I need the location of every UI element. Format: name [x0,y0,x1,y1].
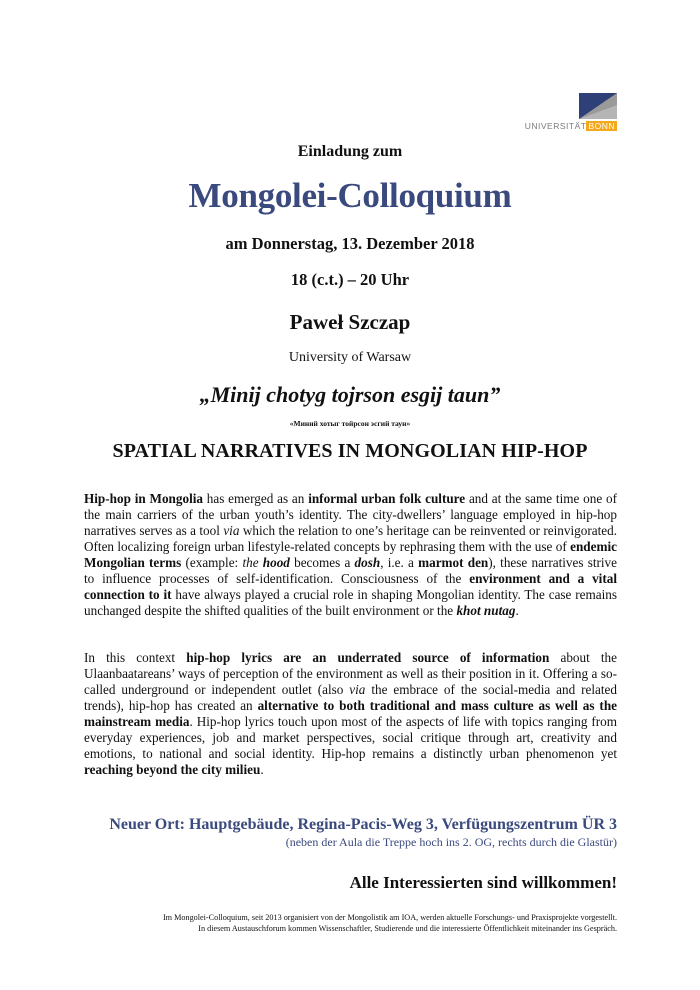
text-run: endemic Mongolian terms [84,539,617,570]
text-run: khot nutag [456,603,516,618]
text-run: hood [262,555,290,570]
footer-note [163,912,617,934]
speaker-affiliation: University of Warsaw [288,350,412,365]
text-run: In this context [84,650,187,665]
text-run: marmot den [418,555,489,570]
abstract-paragraph-1 [84,491,617,619]
welcome-line: Alle Interessierten sind willkommen! [349,873,617,892]
university-logo-text [525,121,617,131]
footer-line-1: Im Mongolei-Colloquium, seit 2013 organisiert von der Mongolistik am IOA, werden aktuelle Forschungs- und Praxisprojekte vorgestellt. [162,913,617,922]
venue-address: Neuer Ort: Hauptgebäude, Regina-Pacis-Weg 3, Verfügungszentrum ÜR 3 [109,816,617,833]
university-logo [517,93,617,133]
text-run: about the Ulaanbaatareans’ ways of perception of the environment as well as their position in it. Offering a so-called underground or independent outlet (also [84,650,617,697]
text-run: have always played a crucial role in shaping Mongolian identity. The case remains unchanged despite the shifted qualities of the built environment or the [84,587,617,618]
university-logo-mark-icon [579,93,617,119]
venue-block [109,815,617,850]
text-run: Hip-hop in Mongolia [84,491,203,506]
talk-heading: SPATIAL NARRATIVES IN MONGOLIAN HIP-HOP [112,440,588,462]
event-date: am Donnerstag, 13. Dezember 2018 [225,234,475,253]
text-run: becomes a [289,555,355,570]
event-time: 18 (c.t.) – 20 Uhr [290,270,410,289]
text-run: hip-hop lyrics are an underrated source of information [186,650,550,665]
text-run: the [242,555,263,570]
text-run: ), these narratives strive to influence processes of self-identification. Consciousness of the [84,555,617,586]
talk-quote-cyrillic: «Миний хотыг тойрсон эсгий таун» [289,419,411,428]
text-run: the embrace of the social-media and related trends), hip-hop has created an [84,682,617,713]
text-run: and at the same time one of the main carriers of the urban youth’s identity. The city-dwellers’ language employed in hip-hop narratives serves as a tool [84,491,617,538]
logo-text-bonn: BONN [588,121,615,131]
text-run: . [260,762,264,777]
talk-quote: „Minij chotyg tojrson esgij taun” [199,382,501,407]
text-run: has emerged as an [203,491,309,506]
text-run: via [223,523,240,538]
footer-line-2: In diesem Austauschforum kommen Wissenschaftler, Studierende und die interessierte Öffentlichkeit miteinander ins Gespräch. [198,924,617,933]
speaker-name: Paweł Szczap [289,310,411,334]
text-run: . Hip-hop lyrics touch upon most of the aspects of life with topics ranging from everyday experiences, job and market perspectives, social critique through art, creativity and emotions, to national and social identity. Hip-hop remains a distinctly urban phenomenon yet [84,714,617,761]
text-run: reaching beyond the city milieu [84,762,261,777]
venue-directions: (neben der Aula die Treppe hoch ins 2. OG, rechts durch die Glastür) [285,835,617,849]
text-run: dosh [354,555,381,570]
text-run: . [515,603,519,618]
invitation-line: Einladung zum [297,143,403,160]
text-run: alternative to both traditional and mass culture as well as the mainstream media [84,698,618,729]
text-run: which the relation to one’s heritage can be reinvented or reinvigorated. Often localizing foreign urban lifestyle-related concepts by rephrasing them with the use of [84,523,617,554]
logo-text-university: UNIVERSITÄT [524,121,587,131]
text-run: informal urban folk culture [308,491,466,506]
text-run: environment and a vital connection to it [84,571,617,602]
text-run: via [349,682,366,697]
text-run: , i.e. a [380,555,419,570]
event-title: Mongolei-Colloquium [188,176,512,215]
text-run: (example: [181,555,243,570]
abstract-paragraph-2 [84,650,617,778]
